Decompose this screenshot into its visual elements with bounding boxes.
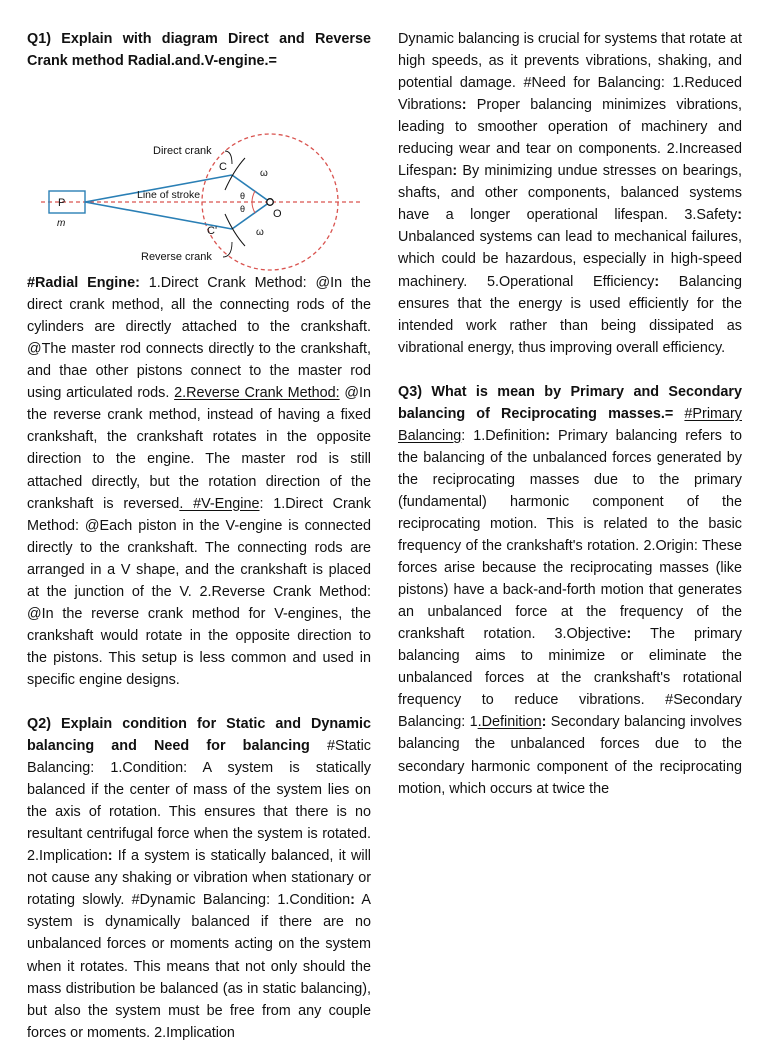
label-m: m (57, 218, 66, 230)
label-reverse-crank: Reverse crank (141, 251, 212, 264)
label-p: P (58, 197, 66, 210)
label-line-of-stroke: Line of stroke (137, 189, 201, 202)
reverse-crank-pointer (223, 242, 232, 257)
label-c-prime: C' (207, 225, 218, 238)
label-theta-bottom: θ (240, 204, 246, 215)
q1-body: #Radial Engine: 1.Direct Crank Method: @In the direct crank method, all the connecting rods of the cylinders are directly attached to the crankshaft. @The master rod connects directly to the crankshaft, and thae other pistons connect to the master rod using articulated rods. 2.Reverse Crank Method: @In the reverse crank method, instead of having a fixed crankshaft, the crankshaft rotates in the opposite direction to the engine. The master rod is still attached directly, but the rotation direction of the crankshaft is reversed. #V-Engine: 1.Direct Crank Method: @Each piston in the V-engine is connected directly to the crankshaft. The connecting rods are arranged in a V shape, and the crankshaft is placed at the junction of the V. 2.Reverse Crank Method: @In the reverse crank method for V-engines, the crankshaft would rotate in the opposite direction to the pistons. This setup is less common and used in specific engine designs. (27, 275, 372, 688)
label-c: C (219, 161, 227, 174)
q2-continued: Dynamic balancing is crucial for systems that rotate at high speeds, as it prevents vibrations, shaking, and potential damage. #Need for Balancing: 1.Reduced Vibrations: Proper balancing minimizes vibrations, leading to smoother operation of machinery and reducing wear and tear on components. 2.Increased Lifespan: By minimizing undue stresses on bearings, shafts, and other components, balanced systems have a longer operational lifespan. 3.Safety: Unbalanced systems can lead to mechanical failures, which could be hazardous, especially in high-speed machinery. 5.Operational Efficiency: Balancing ensures that the energy is used efficiently for the intended work rather than being dissipated as vibrational energy, thus improving overall efficiency. (398, 31, 742, 356)
q1-title: Q1) Explain with diagram Direct and Reverse Crank method Radial.and.V-engine.= (27, 31, 371, 70)
label-direct-crank: Direct crank (153, 145, 212, 158)
label-o: O (273, 208, 282, 221)
q2-body: Q2) Explain condition for Static and Dynamic balancing and Need for balancing #Static Balancing: 1.Condition: A system is statically balanced if the center of mass of the system lies on the axis of rotation. This ensures that there is no resultant centrifugal force when the system is rotated. 2.Implication: If a system is statically balanced, it will not cause any shaking or vibration when stationary or rotating slowly. #Dynamic Balancing: 1.Condition: A system is dynamically balanced if there are no unbalanced forces or moments acting on the system when it rotates. This means that not only should the mass distribution be balanced (as in static balancing), but also the system must be free from any couple forces or moments. 2.Implication (27, 715, 371, 1041)
crank-center (267, 199, 274, 206)
label-theta-top: θ (240, 191, 246, 202)
omega-arrow-bottom (225, 214, 245, 246)
reverse-crank-arm (232, 202, 270, 229)
right-column (398, 28, 742, 800)
q3-body: Q3) What is mean by Primary and Secondary balancing of Reciprocating masses.= #Primary Balancing: 1.Definition: Primary balancing refers to the balancing of the unbalanced forces generated by the reciprocating masses due to the primary (fundamental) harmonic component of the reciprocating motion. This is related to the basic frequency of the crankshaft's rotation. 2.Origin: These forces arise because the reciprocating masses (like pistons) have a back-and-forth motion that generates an unbalanced force at the frequency of the crankshaft rotation. 3.Objective: The primary balancing aims to minimize or eliminate the unbalanced forces at the crankshaft's rotational frequency to reduce vibrations. #Secondary Balancing: 1.Definition: Secondary balancing involves balancing the unbalanced forces due to the secondary harmonic component of the reciprocating motion, which occurs at twice the (398, 383, 742, 797)
label-omega-top: ω (260, 168, 268, 180)
omega-arrow-top (225, 158, 245, 190)
left-column (27, 28, 371, 1044)
crank-diagram (27, 72, 371, 272)
direct-crank-arm (232, 175, 270, 202)
label-omega-bottom: ω (256, 227, 264, 239)
